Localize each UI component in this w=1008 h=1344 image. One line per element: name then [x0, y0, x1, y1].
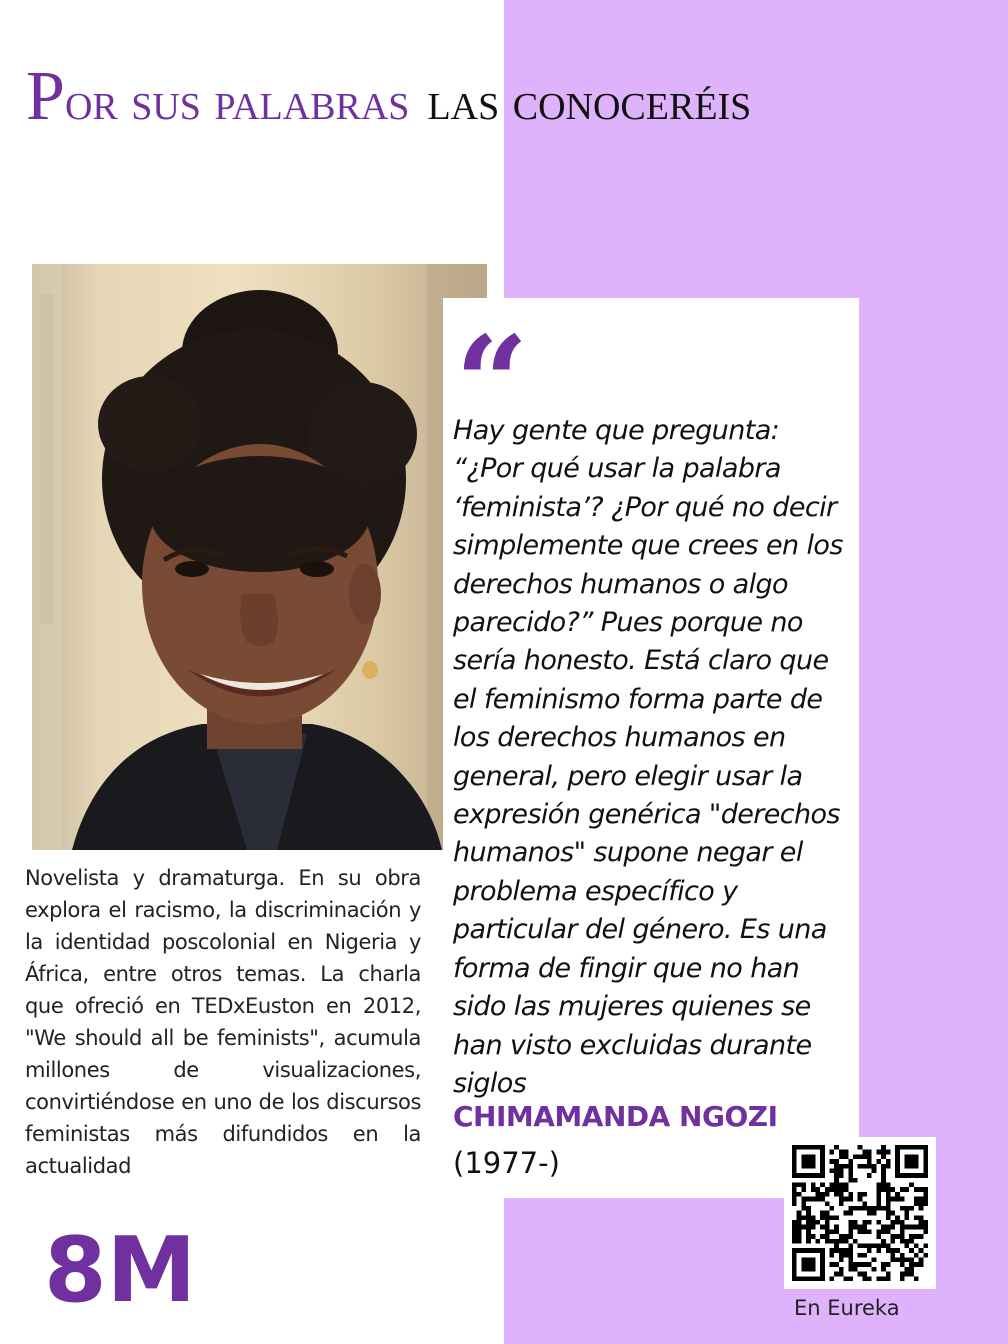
qr-code-icon[interactable] — [784, 1137, 936, 1289]
title-initial: P — [26, 58, 65, 135]
quote-text: Hay gente que pregunta: “¿Por qué usar la palabra ‘feminista’? ¿Por qué no decir simplemente que crees en los derechos humanos o algo parecido?” Pues porque no sería honesto. Está claro que el feminismo forma parte de los derechos humanos en general, pero elegir usar la expresión genérica "derechos humanos" supone negar el problema específico y particular del género. Es una forma de fingir que no han sido las mujeres quienes se han visto excluidas durante siglos — [453, 415, 843, 1099]
portrait-photo — [32, 264, 487, 850]
qr-caption: En Eureka — [794, 1296, 900, 1320]
qr-code-graphic — [792, 1145, 928, 1281]
8m-badge: 8M — [44, 1218, 197, 1323]
quote-mark-icon: “ — [455, 320, 529, 400]
author-dates: (1977-) — [453, 1146, 560, 1180]
title-part-1 — [26, 58, 410, 135]
author-bio: Novelista y dramaturga. En su obra explora el racismo, la discriminación y la identidad poscolonial en Nigeria y África, entre otros temas. La charla que ofreció en TEDxEuston en 2012, "We should all be feminists", acumula millones de visualizaciones, convirtiéndose en uno de los discursos feministas más difundidos en la actualidad — [25, 866, 421, 1178]
portrait-illustration — [32, 264, 487, 850]
page-title — [26, 58, 986, 135]
title-part-1-rest: or sus palabras — [64, 71, 410, 131]
title-part-2: las conoceréis — [427, 71, 752, 131]
author-name: CHIMAMANDA NGOZI — [453, 1100, 778, 1133]
